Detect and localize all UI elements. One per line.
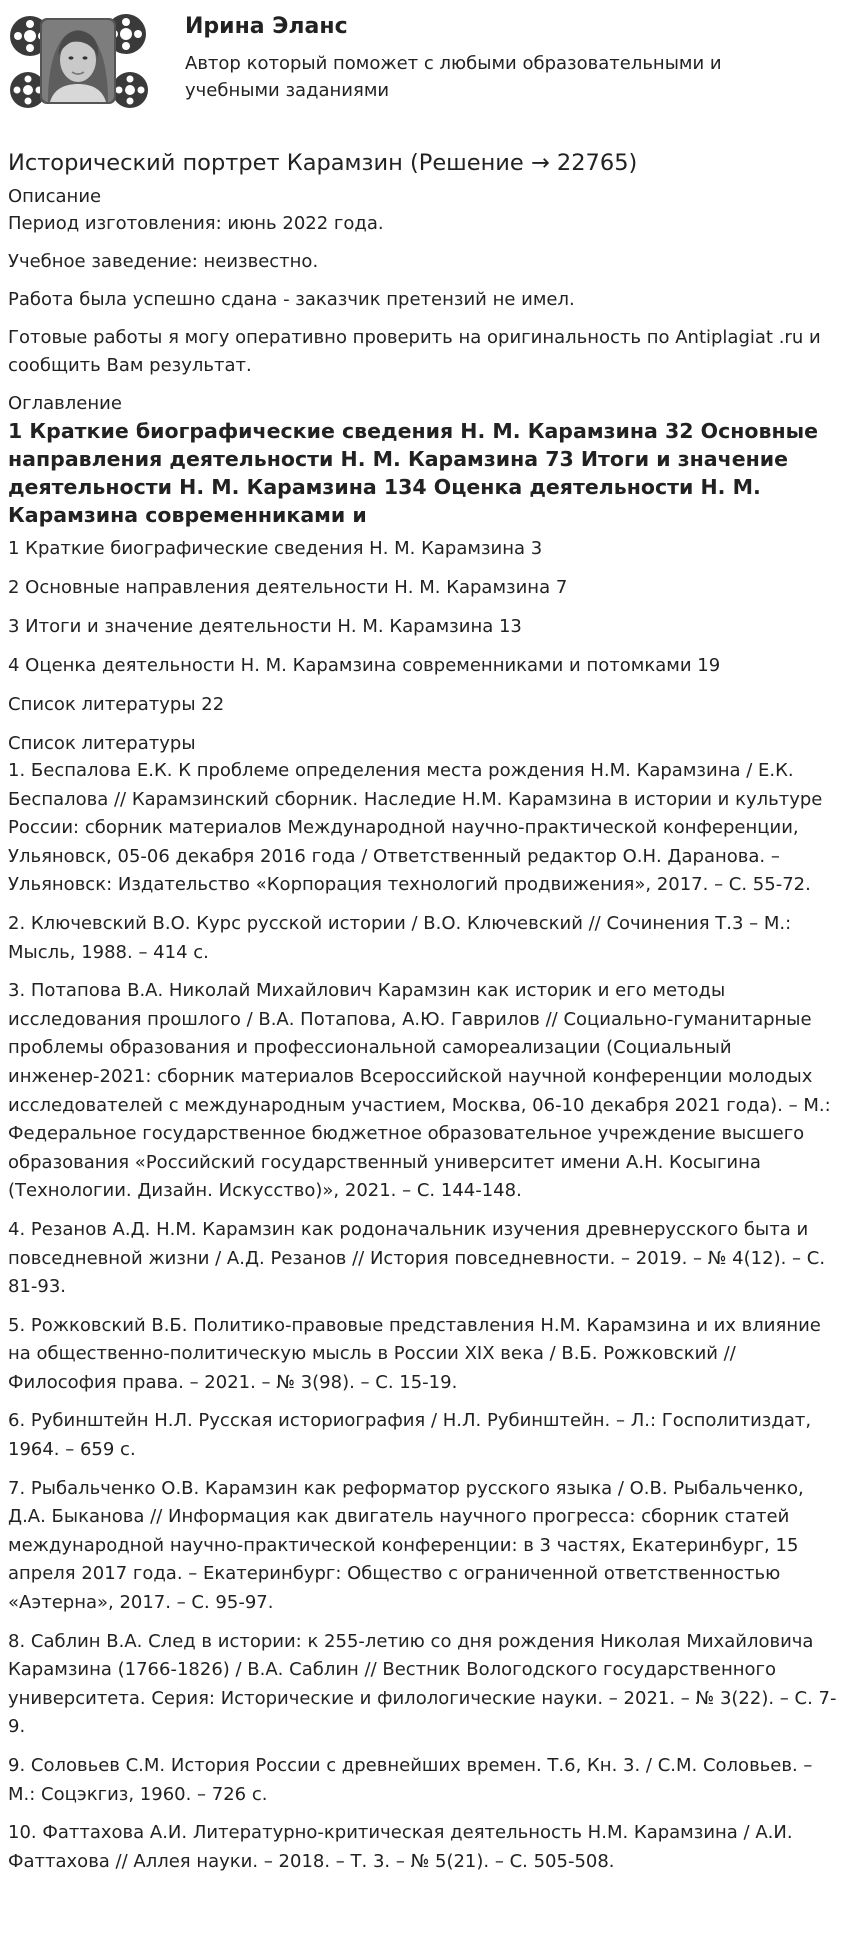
literature-label: Список литературы xyxy=(8,733,196,754)
description-line: Период изготовления: июнь 2022 года. xyxy=(8,213,384,234)
reference-item: 2. Ключевский В.О. Курс русской истории / В.О. Ключевский // Сочинения Т.3 – М.: Мысль, 1988. – 414 с. xyxy=(8,912,792,963)
author-avatar xyxy=(8,6,149,114)
toc-item: Список литературы 22 xyxy=(8,694,225,715)
toc-item: 2 Основные направления деятельности Н. М. Карамзина 7 xyxy=(8,577,568,598)
toc-item: 1 Краткие биографические сведения Н. М. Карамзина 3 xyxy=(8,538,543,559)
document-content xyxy=(8,148,838,1886)
description-line: Учебное заведение: неизвестно. xyxy=(8,251,319,272)
page-title: Исторический портрет Карамзин (Решение → 22765) xyxy=(8,150,638,176)
reference-item: 5. Рожковский В.Б. Политико-правовые представления Н.М. Карамзина и их влияние на общественно-политическую мысль в России XIX века / В.Б. Рожковский // Философия права. – 2021. – № 3(98). – С. 15-19. xyxy=(8,1314,821,1393)
author-name: Ирина Эланс xyxy=(185,14,348,39)
author-header xyxy=(0,0,847,120)
description-line: Работа была успешно сдана - заказчик претензий не имел. xyxy=(8,289,575,310)
reference-item: 6. Рубинштейн Н.Л. Русская историография / Н.Л. Рубинштейн. – Л.: Госполитиздат, 1964. – 659 с. xyxy=(8,1410,812,1461)
toc-label: Оглавление xyxy=(8,393,122,414)
reference-item: 10. Фаттахова А.И. Литературно-критическая деятельность Н.М. Карамзина / А.И. Фаттахова // Аллея науки. – 2018. – Т. 3. – № 5(21). – С. 505-508. xyxy=(8,1822,793,1872)
author-description: Автор который поможет с любыми образовательными и учебными заданиями xyxy=(185,53,722,101)
reference-item: 7. Рыбальченко О.В. Карамзин как реформатор русского языка / О.В. Рыбальченко, Д.А. Быканова // Информация как двигатель научного прогресса: сборник статей международной научно-практической конференции: в 3 частях, Екатеринбург, 15 апреля 2017 года. – Екатеринбург: Общество с ограниченной ответственностью «Аэтерна», 2017. – С. 95-97. xyxy=(8,1477,804,1614)
reference-item: 4. Резанов А.Д. Н.М. Карамзин как родоначальник изучения древнерусского быта и повседневной жизни / А.Д. Резанов // История повседневности. – 2019. – № 4(12). – С. 81-93. xyxy=(8,1218,826,1298)
description-line: Готовые работы я могу оперативно проверить на оригинальность по Antiplagiat .ru и сообщить Вам результат. xyxy=(8,327,821,376)
description-label: Описание xyxy=(8,186,102,207)
reference-item: 3. Потапова В.А. Николай Михайлович Карамзин как историк и его методы исследования прошлого / В.А. Потапова, А.Ю. Гаврилов // Социально-гуманитарные проблемы образования и профессиональной самореализации (Социальный инженер-2021: сборник материалов Всероссийской научной конференции молодых исследователей с международным участием, Москва, 06-10 декабря 2021 года). – М.: Федеральное государственное бюджетное образовательное учреждение высшего образования «Российский государственный университет имени А.Н. Косыгина (Технологии. Дизайн. Искусство)», 2021. – С. 144-148. xyxy=(8,980,831,1202)
reference-item: 9. Соловьев С.М. История России с древнейших времен. Т.6, Кн. 3. / С.М. Соловьев. – М.: Соцэкгиз, 1960. – 726 с. xyxy=(8,1755,813,1805)
reference-item: 1. Беспалова Е.К. К проблеме определения места рождения Н.М. Карамзина / Е.К. Беспалова // Карамзинский сборник. Наследие Н.М. Карамзина в истории и культуре России: сборник материалов Международной научно-практической конференции, Ульяновск, 05-06 декабря 2016 года / Ответственный редактор О.Н. Даранова. – Ульяновск: Издательство «Корпорация технологий продвижения», 2017. – С. 55-72. xyxy=(8,760,823,896)
toc-item: 4 Оценка деятельности Н. М. Карамзина современниками и потомками 19 xyxy=(8,655,721,676)
reference-item: 8. Саблин В.А. След в истории: к 255-летию со дня рождения Николая Михайловича Карамзина (1766-1826) / В.А. Саблин // Вестник Вологодского государственного университета. Серия: Исторические и филологические науки. – 2021. – № 3(22). – С. 7-9. xyxy=(8,1630,837,1738)
toc-item: 3 Итоги и значение деятельности Н. М. Карамзина 13 xyxy=(8,616,522,637)
toc-heading: 1 Краткие биографические сведения Н. М. Карамзина 32 Основные направления деятельности Н. М. Карамзина 73 Итоги и значение деятельности Н. М. Карамзина 134 Оценка деятельности Н. М. Карамзина современниками и xyxy=(8,419,819,527)
